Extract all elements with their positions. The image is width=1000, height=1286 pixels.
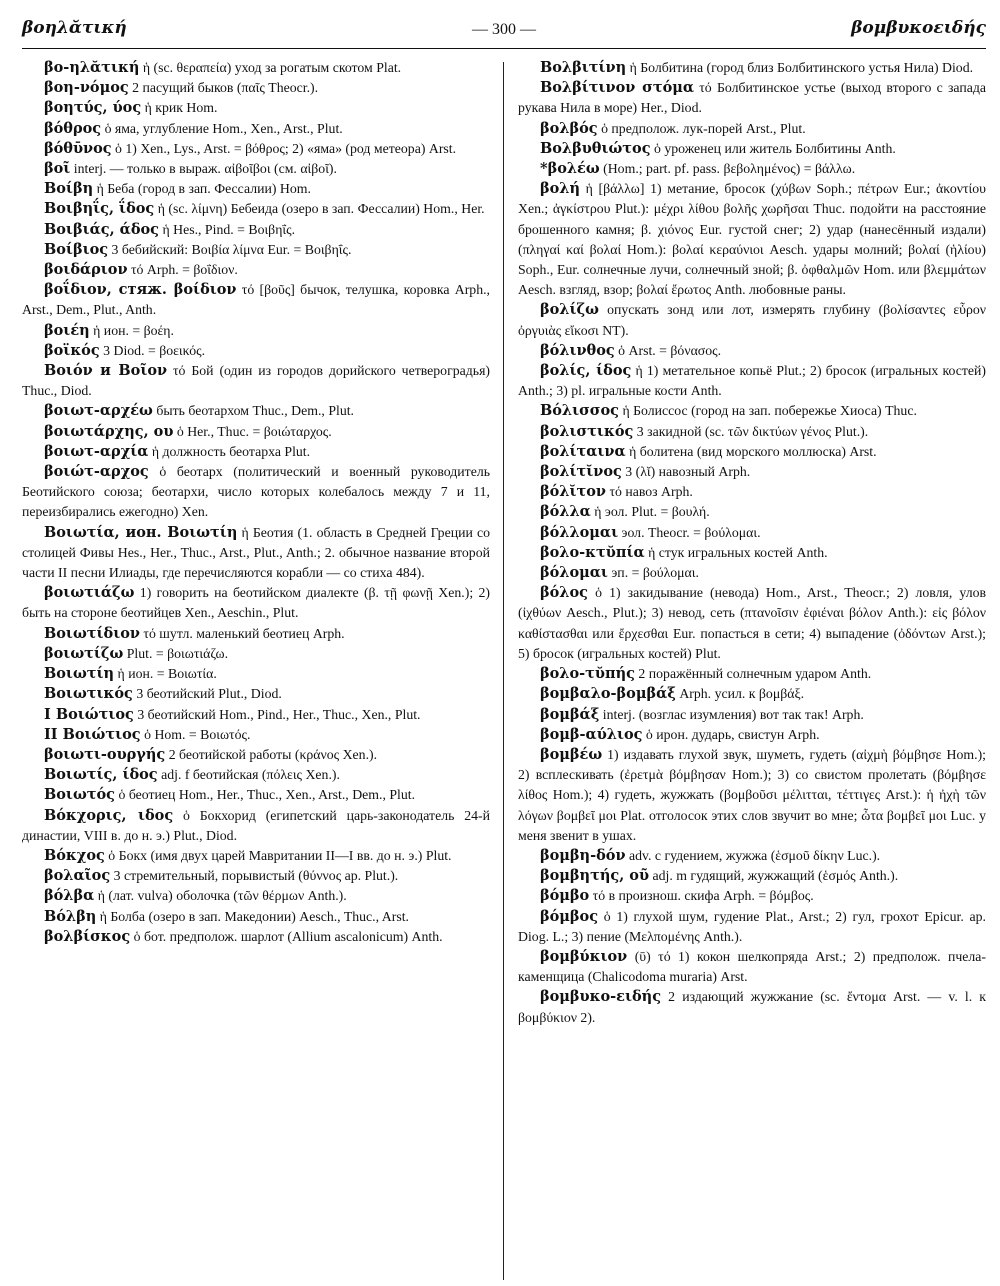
entry-headword: βολιστικός [540, 422, 634, 440]
dictionary-entry [22, 98, 490, 118]
dictionary-entry [518, 482, 986, 502]
dictionary-entry [518, 300, 986, 340]
right-column [518, 58, 986, 1286]
entry-definition: Arph. усил. к βομβάξ. [679, 686, 805, 702]
entry-headword: Βοιωτίς, ίδος [44, 766, 158, 784]
dictionary-entry [22, 159, 490, 179]
entry-headword: βολίζω [540, 301, 599, 319]
dictionary-entry [22, 361, 490, 401]
entry-definition: ἡ (sc. λίμνη) Бебеида (озеро в зап. Фессалии) Hom., Her. [157, 201, 485, 217]
entry-headword: βοιδάριον [44, 261, 128, 279]
dictionary-entry [518, 401, 986, 421]
entry-headword: βομβαλο-βομβάξ [540, 685, 676, 703]
entry-definition: ὁ беотиец Hom., Her., Thuc., Xen., Arst., Dem., Plut. [118, 787, 416, 803]
entry-definition: ἡ эол. Plut. = βουλή. [594, 504, 710, 520]
entry-definition: 3 беотийский Plut., Diod. [136, 686, 282, 702]
entry-headword: βομβ-αύλιος [540, 725, 643, 743]
dictionary-entry [22, 644, 490, 664]
dictionary-entry [518, 159, 986, 179]
entry-definition: interj. — только в выраж. αἰβοῖβοι (см. αἰβοῖ). [73, 161, 337, 177]
dictionary-entry [22, 462, 490, 523]
entry-headword: βόμβο [540, 887, 590, 905]
entry-headword: βόλομαι [540, 564, 608, 582]
entry-headword: II Βοιώτιος [44, 725, 141, 743]
entry-headword: βομβύκιον [540, 947, 628, 965]
entry-headword: βοιέη [44, 321, 90, 339]
entry-definition: ὁ предполож. лук-порей Arst., Plut. [601, 120, 806, 136]
entry-headword: *βολέω [540, 160, 600, 178]
entry-definition: adj. f беотийская (πόλεις Xen.). [161, 767, 340, 783]
entry-headword: βολβίσκος [44, 927, 131, 945]
entry-headword: βόλινθος [540, 341, 615, 359]
header-left-catchword: βοηλᾰτική [22, 18, 127, 38]
dictionary-entry [22, 179, 490, 199]
entry-definition: 2 пасущий быков (παῖς Theocr.). [132, 80, 319, 96]
dictionary-entry [518, 907, 986, 947]
entry-definition: adv. с гудением, жужжа (ἑσμοῦ δίκην Luc.). [628, 847, 881, 863]
entry-headword: βόμβος [540, 907, 599, 925]
entry-headword: βοιωτιάζω [44, 584, 135, 602]
dictionary-entry [22, 422, 490, 442]
entry-definition: эол. Theocr. = βούλομαι. [621, 524, 761, 540]
entry-headword: Βοιόν и Βοῖον [44, 362, 168, 380]
entry-definition: ὁ Arst. = βόνασος. [618, 342, 722, 358]
dictionary-entry [22, 664, 490, 684]
entry-definition: ὁ беотарх (политический и военный руководитель Беотийского союза; беотархи, число которых колебалось между 7 и 11, переизбирались ежегодно) Xen. [22, 464, 490, 520]
dictionary-entry [22, 341, 490, 361]
entry-definition: ἡ Болиссос (город на зап. побережье Хиоса) Thuc. [622, 403, 917, 419]
entry-definition: ὁ 1) Xen., Lys., Arst. = βόθρος; 2) «яма» (род метеора) Arst. [115, 140, 457, 156]
entry-definition: τό Болбитинское устье (выход второго с запада рукава Нила в море) Her., Diod. [518, 80, 986, 116]
entry-headword: βολαῖος [44, 867, 111, 885]
entry-definition: interj. (возглас изумления) вот так так! Arph. [602, 706, 864, 722]
entry-definition: (ῡ) τό 1) кокон шелкопряда Arst.; 2) предполож. пчела-каменщица (Chalicodoma muraria) Arst. [518, 948, 986, 985]
entry-headword: βόθρος [44, 119, 102, 137]
entry-definition: ὁ уроженец или житель Болбитины Anth. [654, 140, 896, 156]
entry-definition: ἡ [βάλλω] 1) метание, бросок (χύβων Soph.; πέτρων Eur.; ἀκοντίου Xen.; ἀγκίστρου Plut.): μέχρι λίθου βολῆς χωρῆσαι Thuc. подойти на расстояние брошенного камня; β. χιόνος Eur. густой снег; 2) удар (нанесённый издали) (πληγαί καί βολαί Hom.): βολαί κεραύνιοι Aesch. удары молний; βολαί (ἡλίου) Soph., Eur. солнечные лучи, солнечный зной; β. ὀφθαλμῶν Hom. или βλεμμάτων Aesch. взгляд, взор; βολαί ἔρωτος Anth. любовные раны. [518, 181, 986, 298]
dictionary-entry [518, 341, 986, 361]
entry-definition: ὁ ирон. дударь, свистун Arph. [645, 726, 820, 742]
entry-headword: Βολβιτίνη [540, 59, 627, 76]
entry-headword: βο-ηλᾰτική [44, 59, 140, 76]
dictionary-entry [22, 260, 490, 280]
entry-headword: βόλος [540, 584, 588, 602]
entry-definition: ἡ стук игральных костей Anth. [648, 544, 828, 560]
entry-definition: τό навоз Arph. [609, 484, 693, 500]
entry-definition: 3 беотийский Hom., Pind., Her., Thuc., Xen., Plut. [137, 706, 421, 722]
entry-definition: (Hom.; part. pf. pass. βεβολημένος) = βάλλω. [603, 161, 856, 177]
dictionary-entry [518, 442, 986, 462]
entry-definition: ὁ Бокхорид (египетский царь-законодатель 24-й династии, VIII в. до н. э.) Plut., Diod. [22, 807, 490, 843]
dictionary-entry [22, 401, 490, 421]
entry-headword: Βοιωτία, ион. Βοιωτίη [44, 523, 238, 541]
entry-headword: βομβητής, οῦ [540, 867, 650, 885]
entry-headword: Βοιβηΐς, ΐδος [44, 200, 155, 218]
dictionary-entry [22, 846, 490, 866]
entry-headword: βομβη-δόν [540, 846, 626, 864]
entry-definition: ὁ 1) глухой шум, гудение Plat., Arst.; 2) гул, грохот Epicur. ap. Diog. L.; 3) пение (Μελπομένης Anth.). [518, 908, 986, 944]
dictionary-entry [518, 725, 986, 745]
dictionary-entry [22, 58, 490, 78]
entry-definition: ἡ ион. = βοέη. [93, 322, 174, 338]
entry-headword: Βόλισσος [540, 402, 619, 420]
entry-definition: ὁ яма, углубление Hom., Xen., Arst., Plut. [104, 120, 343, 136]
entry-definition: ἡ Болба (озеро в зап. Македонии) Aesch., Thuc., Arst. [99, 908, 409, 924]
entry-headword: βοιώτ-αρχος [44, 463, 149, 481]
dictionary-entry [518, 745, 986, 846]
entry-headword: βομβυκο-ειδής [540, 988, 662, 1006]
dictionary-entry [518, 119, 986, 139]
entry-headword: βολο-κτῠπία [540, 543, 645, 561]
dictionary-entry [22, 442, 490, 462]
entry-headword: βολή [540, 180, 581, 198]
entry-definition: эп. = βούλομαι. [611, 565, 699, 581]
entry-definition: ὁ Hom. = Βοιωτός. [144, 726, 251, 742]
entry-headword: βοιωτίζω [44, 644, 124, 662]
entry-definition: ἡ 1) метательное копьё Plut.; 2) бросок (игральных костей) Anth.; 3) pl. игральные кости Anth. [518, 363, 986, 399]
entry-headword: βομβάξ [540, 705, 600, 723]
dictionary-entry [518, 462, 986, 482]
dictionary-entry [22, 886, 490, 906]
entry-headword: Βοίβιος [44, 240, 109, 258]
dictionary-entry [518, 846, 986, 866]
entry-headword: Βόκχος [44, 846, 105, 864]
entry-definition: ἡ болитена (вид морского моллюска) Arst. [629, 443, 877, 459]
entry-definition: ἡ ион. = Βοιωτία. [117, 666, 217, 682]
entry-headword: βοῖ [44, 160, 71, 178]
entry-definition: τό в произнош. скифа Arph. = βόμβος. [592, 888, 814, 904]
entry-headword: βοϊκός [44, 341, 100, 359]
entry-definition: ἡ Болбитина (город близ Болбитинского устья Нила) Diod. [629, 60, 974, 75]
entry-definition: 1) издавать глухой звук, шуметь, гудеть (αἰχμὴ βόμβησε Hom.); 2) всплескивать (ἐρετμὰ βόμβησαν Hom.); 3) со свистом пролетать (βόμβησε λίθος Hom.); 4) гудеть, жужжать (βομβοῦσι μέλιτται, τέττιγες Arst.): ἡ ἠχὴ τῶν λόγων βομβεῖ μοι Plat. отголосок этих слов звучит во мне; ὦτα βομβεῖ μοι Luc. у меня звенит в ушах. [518, 746, 986, 843]
dictionary-entry [518, 886, 986, 906]
entry-headword: Βοίβη [44, 180, 94, 198]
entry-headword: βοητύς, ύος [44, 99, 142, 117]
dictionary-entry [518, 502, 986, 522]
entry-definition: adj. m гудящий, жужжащий (ἑσμός Anth.). [652, 868, 899, 884]
entry-headword: βολίς, ίδος [540, 362, 632, 380]
dictionary-entry [22, 139, 490, 159]
entry-headword: Βολβυθιώτος [540, 139, 651, 157]
dictionary-entry [518, 543, 986, 563]
entry-headword: βολίταινα [540, 442, 626, 460]
entry-definition: 3 стремительный, порывистый (θύννος ap. Plut.). [113, 868, 399, 884]
entry-definition: ὁ 1) закидывание (невода) Hom., Arst., Theocr.; 2) ловля, улов (ἰχθύων Aesch., Plut.); 3) невод, сеть (πτανοῖσιν ἐφιέναι βόλον Anth.): εἰς βόλον καθίστασθαι или ἔρχεσθαι Eur. попасться в сети; 4) выпадение (ὀδόντων Arst.); 5) бросок (игральных костей) Plut. [518, 585, 986, 661]
dictionary-entry [22, 280, 490, 320]
entry-headword: I Βοιώτιος [44, 705, 134, 723]
page-number: — 300 — [472, 21, 536, 38]
dictionary-columns [22, 58, 986, 1286]
entry-definition: τό шутл. маленький беотиец Arph. [143, 625, 345, 641]
page-header [22, 10, 986, 42]
entry-headword: βοιωτι-ουργής [44, 745, 166, 763]
entry-headword: βόθῡνος [44, 139, 112, 157]
dictionary-entry [518, 987, 986, 1027]
entry-definition: 3 Diod. = βοεικός. [103, 342, 206, 358]
entry-definition: ἡ Hes., Pind. = Βοιβηΐς. [162, 221, 296, 237]
dictionary-entry [22, 927, 490, 947]
entry-headword: βόλλομαι [540, 523, 619, 541]
dictionary-entry [518, 866, 986, 886]
entry-definition: ἡ Беба (город в зап. Фессалии) Hom. [96, 181, 311, 197]
dictionary-entry [518, 179, 986, 300]
entry-headword: Βόκχορις, ιδος [44, 806, 174, 824]
dictionary-entry [22, 705, 490, 725]
dictionary-entry [22, 684, 490, 704]
entry-definition: 2 издающий жужжание (sc. ἔντομα Arst. — v. l. к βομβύκιον 2). [518, 989, 986, 1025]
entry-headword: Βοιωτίη [44, 665, 115, 683]
entry-definition: τό Arph. = βοΐδιον. [131, 262, 238, 278]
entry-headword: βόλλα [540, 503, 591, 521]
entry-definition: опускать зонд или лот, измерять глубину (βολίσαντες εὗρον ὀργυιὰς εἴκοσι NT). [518, 302, 986, 338]
entry-definition: 3 закидной (sc. τῶν δικτύων γένος Plut.). [636, 423, 869, 439]
dictionary-entry [22, 240, 490, 260]
dictionary-entry [22, 523, 490, 584]
dictionary-entry [518, 664, 986, 684]
dictionary-entry [518, 58, 986, 78]
dictionary-entry [22, 583, 490, 623]
dictionary-entry [518, 523, 986, 543]
entry-definition: ὁ Her., Thuc. = βοιώταρχος. [176, 423, 332, 439]
dictionary-entry [518, 139, 986, 159]
entry-headword: βομβέω [540, 745, 603, 763]
entry-definition: ἡ (sc. θεραπεία) уход за рогатым скотом Plat. [142, 60, 402, 75]
entry-headword: Βοιβιάς, άδος [44, 220, 160, 238]
entry-definition: 3 бебийский: Βοιβία λίμνα Eur. = Βοιβηΐς. [111, 241, 352, 257]
entry-definition: 1) говорить на беотийском диалекте (β. τῇ φωνῇ Xen.); 2) быть на стороне беотийцев Xen., Aeschin., Plut. [22, 585, 490, 621]
dictionary-entry [518, 705, 986, 725]
dictionary-entry [22, 785, 490, 805]
entry-headword: Βοιωτικός [44, 685, 133, 703]
dictionary-entry [22, 78, 490, 98]
entry-definition: ὁ Бокх (имя двух царей Мавритании II—I вв. до н. э.) Plut. [108, 847, 452, 863]
dictionary-entry [22, 765, 490, 785]
entry-definition: 2 беотийской работы (κράνος Xen.). [168, 746, 378, 762]
dictionary-entry [22, 220, 490, 240]
entry-definition: ἡ (лат. vulva) оболочка (τῶν θέρμων Anth.). [97, 888, 347, 904]
dictionary-entry [22, 907, 490, 927]
dictionary-entry [22, 321, 490, 341]
dictionary-entry [22, 199, 490, 219]
dictionary-entry [22, 624, 490, 644]
entry-definition: τό Бой (один из городов дорийского четвероградья) Thuc., Diod. [22, 363, 490, 399]
dictionary-entry [22, 745, 490, 765]
dictionary-entry [518, 947, 986, 987]
entry-definition: τό [βοῦς] бычок, телушка, коровка Arph., Arst., Dem., Plut., Anth. [22, 282, 490, 318]
entry-definition: 2 поражённый солнечным ударом Anth. [638, 666, 872, 682]
dictionary-entry [518, 583, 986, 664]
entry-headword: βολίτῐνος [540, 463, 622, 481]
entry-headword: Βοιωτίδιον [44, 624, 140, 642]
entry-headword: βοιωτάρχης, ου [44, 422, 174, 440]
dictionary-entry [518, 422, 986, 442]
entry-definition: ἡ крик Hom. [144, 100, 218, 116]
header-divider [22, 48, 986, 49]
entry-headword: βόλῐτον [540, 483, 606, 501]
entry-headword: βολο-τῠπής [540, 665, 635, 683]
entry-headword: Βολβίτινον στόμα [540, 79, 695, 97]
entry-definition: ἡ Беотия (1. область в Средней Греции со столицей Фивы Hes., Her., Thuc., Arst., Plut., Anth.; 2. обычное название второй части II песни Илиады, где перечисляются корабли — со стиха 484). [22, 524, 490, 581]
dictionary-entry [518, 684, 986, 704]
entry-definition: быть беотархом Thuc., Dem., Plut. [156, 403, 355, 419]
header-right-catchword: βομβυκοειδής [851, 18, 986, 38]
entry-headword: βοΐδιον, стяж. βοίδιον [44, 281, 237, 299]
dictionary-entry [22, 866, 490, 886]
entry-definition: ὁ бот. предполож. шарлот (Allium ascalonicum) Anth. [133, 928, 443, 944]
entry-headword: βοιωτ-αρχέω [44, 402, 153, 420]
dictionary-entry [518, 563, 986, 583]
dictionary-entry [22, 119, 490, 139]
dictionary-entry [22, 806, 490, 846]
entry-definition: Plut. = βοιωτιάζω. [126, 645, 229, 661]
entry-headword: Βοιωτός [44, 786, 116, 804]
entry-definition: 3 (λῐ) навозный Arph. [625, 464, 751, 480]
entry-headword: Βόλβη [44, 907, 97, 925]
entry-headword: βόλβα [44, 887, 95, 905]
dictionary-entry [518, 361, 986, 401]
dictionary-entry [518, 78, 986, 118]
entry-definition: ἡ должность беотарха Plut. [151, 443, 311, 459]
entry-headword: βοιωτ-αρχία [44, 442, 149, 460]
left-column [22, 58, 490, 1286]
dictionary-entry [22, 725, 490, 745]
entry-headword: βολβός [540, 119, 598, 137]
entry-headword: βοη-νόμος [44, 79, 129, 97]
